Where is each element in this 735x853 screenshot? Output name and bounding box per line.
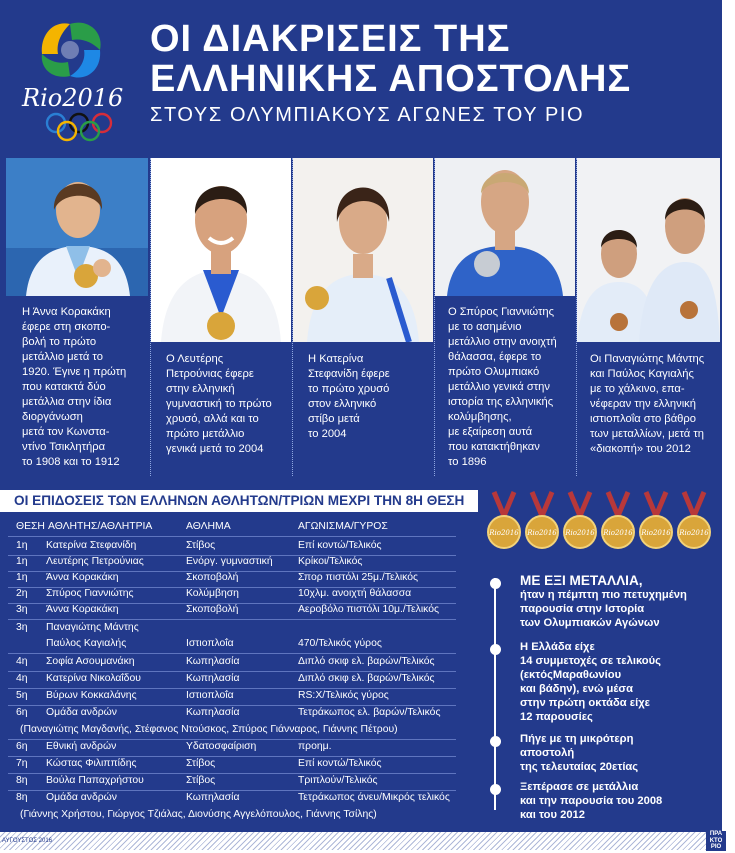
- row-divider: [8, 756, 456, 757]
- table-row: 4η Κατερίνα Νικολαΐδου Κωπηλασία Διπλό σκιφ ελ. βαρών/Τελικός: [0, 673, 478, 689]
- table-row: 1η Κατερίνα Στεφανίδη Στίβος Επί κοντώ/Τελικός: [0, 540, 478, 556]
- medal-icon: [602, 492, 634, 548]
- athlete-photo-mantis-kagialis: [577, 158, 720, 342]
- athlete-caption-2: Ο Λευτέρης Πετρούνιας έφερε στην ελληνική γυμναστική το πρώτο χρυσό, αλλά και το πρώτο μετάλλιο γενικά μετά το 2004: [166, 353, 272, 455]
- medal-icon: [488, 492, 520, 548]
- medal-icon: [640, 492, 672, 548]
- rio2016-logo: [20, 12, 138, 138]
- table-row: 3η Παναγιώτης Μάντης: [16, 622, 139, 633]
- logo-text: Rio2016: [22, 84, 124, 112]
- svg-text:Rio2016: Rio2016: [565, 529, 595, 537]
- athlete-caption-1: Η Άννα Κορακάκη έφερε στη σκοπο- βολή το πρώτο μετάλλιο μετά το 1920. Έγινε η πρώτη που κατακτά δύο μετάλλια στην ίδια διοργάνωση μετά τον Κωνστα- ντίνο Τσικλητήρα το 1908 και το 1912: [22, 306, 127, 468]
- row-divider: [8, 688, 456, 689]
- svg-text:Rio2016: Rio2016: [527, 529, 557, 537]
- header-event: ΑΓΩΝΙΣΜΑ/ΓΥΡΟΣ: [298, 521, 388, 532]
- svg-text:Rio2016: Rio2016: [641, 529, 671, 537]
- header-place: ΘΕΣΗ: [16, 521, 45, 532]
- table-row: 5η Βύρων Κοκκαλάνης Ιστιοπλοΐα RS:X/Τελικός γύρος: [0, 690, 478, 706]
- table-row: Παύλος Καγιαλής Ιστιοπλοΐα 470/Τελικός γύρος: [0, 638, 478, 654]
- table-row: 2η Σπύρος Γιαννιώτης Κολύμβηση 10χλμ. ανοιχτή θάλασσα: [0, 588, 478, 604]
- timeline-dot: [490, 578, 501, 589]
- olympic-rings-icon: [44, 112, 114, 142]
- table-row: 8η Βούλα Παπαχρήστου Στίβος Τριπλούν/Τελικός: [0, 775, 478, 791]
- rio-emblem-icon: [32, 14, 112, 86]
- row-divider: [8, 536, 456, 537]
- table-row: 3η Άννα Κορακάκη Σκοποβολή Αεροβόλο πιστόλι 10μ./Τελικός: [0, 604, 478, 620]
- timeline-dot: [490, 784, 501, 795]
- table-row: 6η Ομάδα ανδρών Κωπηλασία Τετράκωπος ελ. βαρών/Τελικός: [16, 707, 441, 718]
- fact-smallest-team: Πήγε με τη μικρότερη αποστολή της τελευταίας 20ετίας: [520, 733, 639, 773]
- row-divider: [8, 653, 456, 654]
- page-title-line2: ΕΛΛΗΝΙΚΗΣ ΑΠΟΣΤΟΛΗΣ: [150, 58, 632, 100]
- athlete-photo-stefanidi: [293, 158, 433, 342]
- medal-icon: [678, 492, 710, 548]
- table-row: 4η Σοφία Ασουμανάκη Κωπηλασία Διπλό σκιφ ελ. βαρών/Τελικός: [0, 656, 478, 672]
- header-sport: ΑΘΛΗΜΑ: [186, 521, 231, 532]
- athlete-caption-4: Ο Σπύρος Γιαννιώτης με το ασημένιο μετάλλιο στην ανοιχτή θάλασσα, έφερε το πρώτο Ολυμπιακό μετάλλιο γενικά στην ιστορία της ελληνικής κολύμβησης, με εξαίρεση αυτά που κατακτήθηκαν το 1896: [448, 306, 557, 468]
- table-row: 1η Άννα Κορακάκη Σκοποβολή Σπορ πιστόλι 25μ./Τελικός: [0, 572, 478, 588]
- table-row: 8η Ομάδα ανδρών Κωπηλασία Τετράκωπος άνευ/Μικρός τελικός: [16, 792, 450, 803]
- medal-icon: [526, 492, 558, 548]
- table-row: 1η Λευτέρης Πετρούνιας Ενόργ. γυμναστική Κρίκοι/Τελικός: [0, 556, 478, 572]
- results-table-header: [0, 521, 478, 537]
- footer-date: ΑΥΓΟΥΣΤΟΣ 2016: [2, 838, 52, 844]
- table-row-team-members: (Παναγιώτης Μαγδανής, Στέφανος Ντούσκος, Σπύρος Γιάνναρος, Γιάννης Πέτρου): [0, 724, 478, 740]
- athlete-caption-5: Οι Παναγιώτης Μάντης και Παύλος Καγιαλής με το χάλκινο, επα- νέφεραν την ελληνική ιστιοπλοΐα στο βάθρο των μεταλλίων, μετά τη «διακοπή» του 2012: [590, 353, 705, 455]
- page-title-line1: ΟΙ ΔΙΑΚΡΙΣΕΙΣ ΤΗΣ: [150, 18, 511, 60]
- facts-timeline: [494, 578, 496, 810]
- svg-text:Rio2016: Rio2016: [489, 529, 519, 537]
- page-subtitle: ΣΤΟΥΣ ΟΛΥΜΠΙΑΚΟΥΣ ΑΓΩΝΕΣ ΤΟΥ ΡΙΟ: [150, 104, 585, 126]
- fact-six-medals: ΜΕ ΕΞΙ ΜΕΤΑΛΛΙΑ, ήταν η πέμπτη πιο πετυχημένη παρουσία στην Ιστορία των Ολυμπιακών Αγώνων: [520, 573, 687, 629]
- fact-surpassed: Ξεπέρασε σε μετάλλια και την παρουσία του 2008 και του 2012: [520, 781, 663, 821]
- athlete-caption-3: Η Κατερίνα Στεφανίδη έφερε το πρώτο χρυσό στον ελληνικό στίβο μετά το 2004: [308, 353, 390, 440]
- timeline-dot: [490, 736, 501, 747]
- publisher-logo: ΠΡΑ ΚΤΟ ΡΙΟ: [706, 831, 726, 851]
- row-divider: [8, 790, 456, 791]
- header-athlete: ΑΘΛΗΤΗΣ/ΑΘΛΗΤΡΙΑ: [48, 521, 153, 532]
- footer-stripe: [0, 832, 722, 850]
- table-row: 7η Κώστας Φιλιππίδης Στίβος Επί κοντώ/Τελικός: [0, 758, 478, 774]
- svg-text:Rio2016: Rio2016: [603, 529, 633, 537]
- table-row: 6η Εθνική ανδρών Υδατοσφαίριση προημ.: [0, 741, 478, 757]
- athlete-photo-giannniotis: [435, 158, 575, 296]
- table-row-team-members: (Γιάννης Χρήστου, Γιώργος Τζιάλας, Διονύσης Αγγελόπουλος, Γιάννης Τσίλης): [20, 809, 377, 820]
- fact-finals: Η Ελλάδα είχε 14 συμμετοχές σε τελικούς (εκτόςΜαραθωνίου και βάδην), ενώ μέσα στην πρώτη οκτάδα είχε 12 παρουσίες: [520, 641, 661, 723]
- medal-icon: [564, 492, 596, 548]
- row-divider: [8, 671, 456, 672]
- athlete-photo-korakaki: [6, 158, 148, 296]
- svg-text:Rio2016: Rio2016: [679, 529, 709, 537]
- results-table-title: ΟΙ ΕΠΙΔΟΣΕΙΣ ΤΩΝ ΕΛΛΗΝΩΝ ΑΘΛΗΤΩΝ/ΤΡΙΩΝ ΜΕΧΡΙ ΤΗΝ 8Η ΘΕΣΗ: [0, 490, 478, 512]
- row-divider: [8, 739, 456, 740]
- athlete-photo-petrounias: [151, 158, 291, 342]
- six-gold-medals-icon: [484, 490, 716, 562]
- row-divider: [8, 705, 456, 706]
- timeline-dot: [490, 644, 501, 655]
- row-divider: [8, 619, 456, 620]
- row-divider: [8, 773, 456, 774]
